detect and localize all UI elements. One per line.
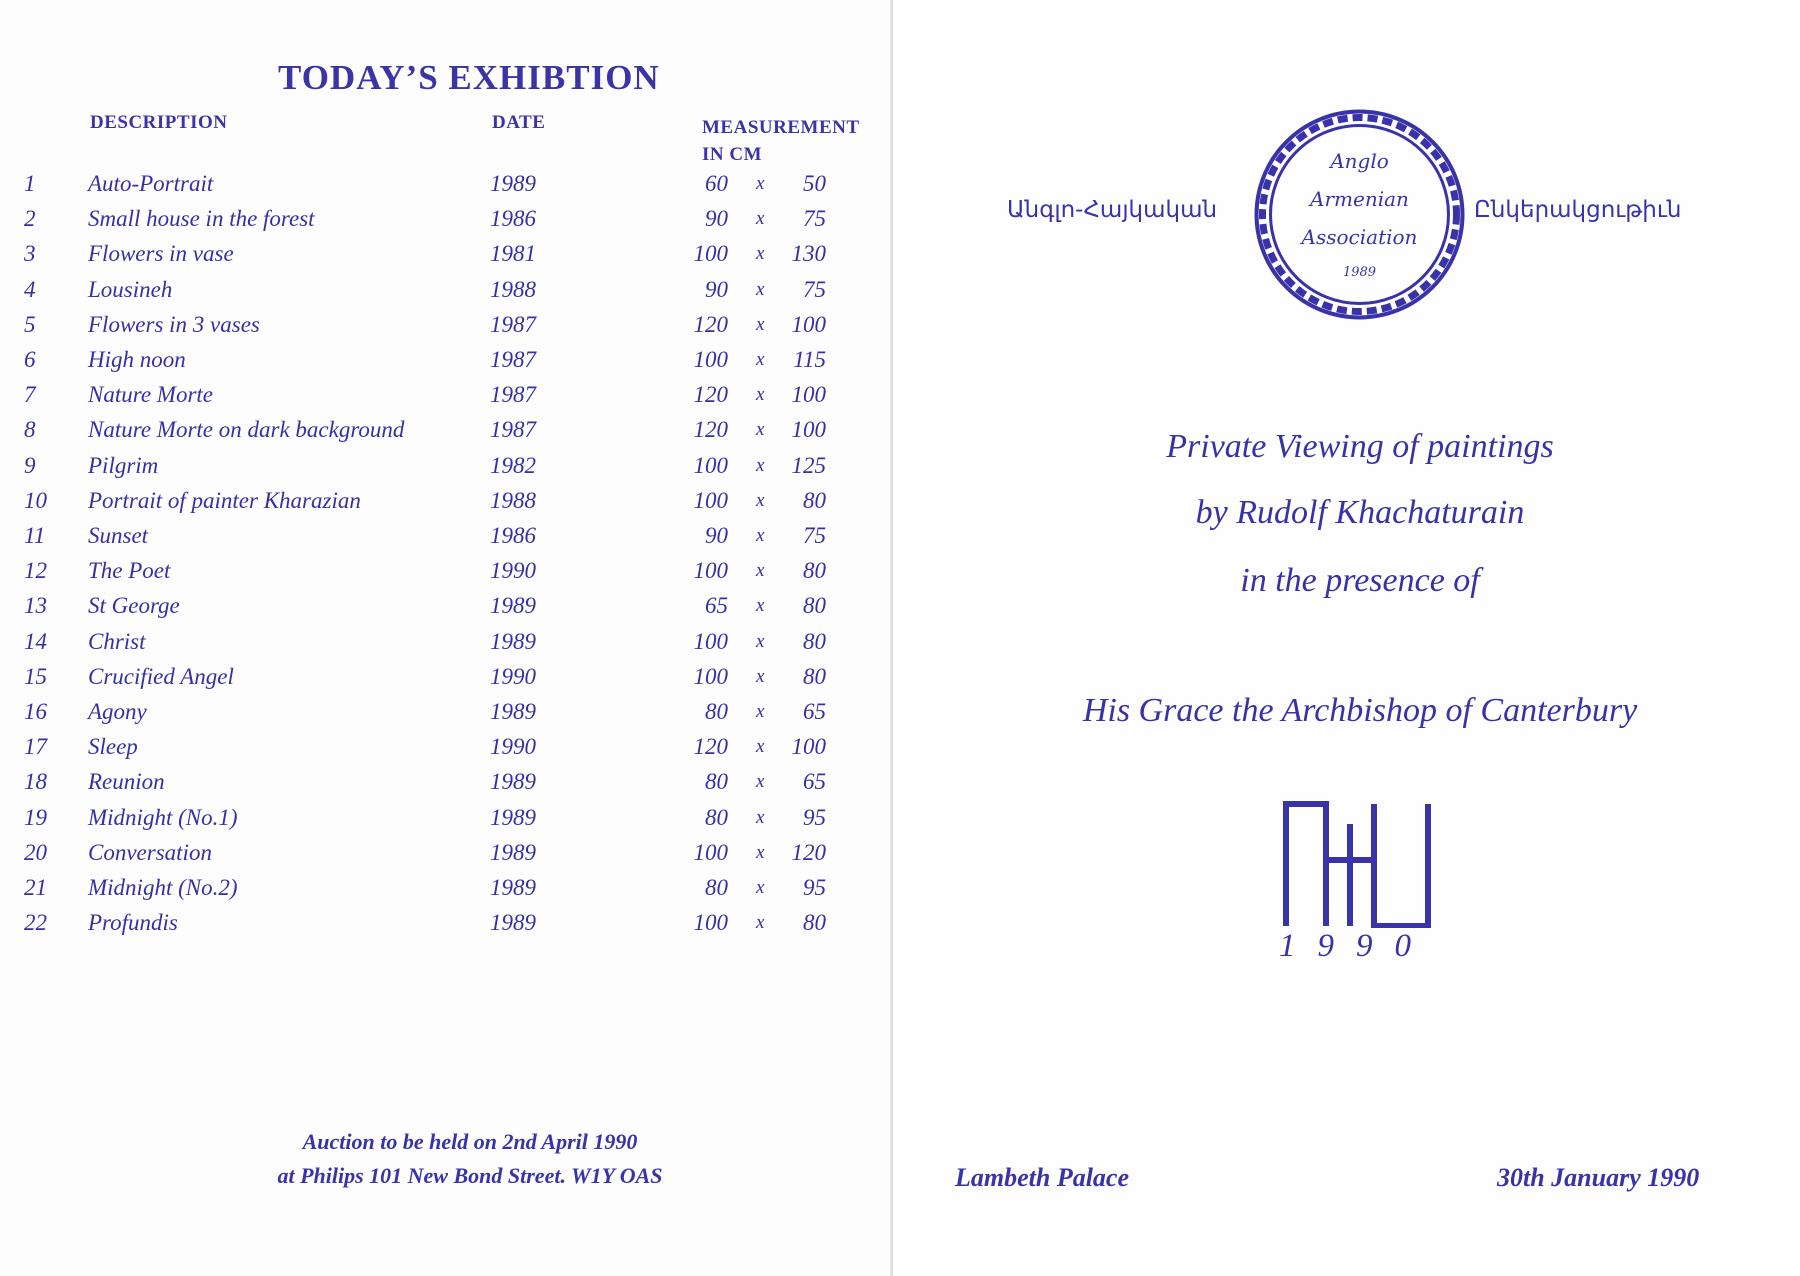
row-width: 100 bbox=[693, 452, 728, 478]
row-times: x bbox=[756, 912, 765, 934]
armenian-text-right: Ընկերակցութիւն bbox=[1474, 197, 1682, 223]
event-date: 30th January 1990 bbox=[1497, 1163, 1700, 1192]
table-row bbox=[0, 311, 893, 346]
row-description: St George bbox=[88, 593, 180, 619]
row-date: 1986 bbox=[490, 206, 536, 232]
row-times: x bbox=[756, 349, 765, 370]
row-width: 100 bbox=[693, 839, 728, 865]
row-date: 1989 bbox=[490, 910, 536, 936]
row-height: 65 bbox=[803, 769, 826, 795]
row-height: 75 bbox=[803, 523, 826, 548]
row-width: 80 bbox=[705, 875, 728, 900]
row-times: x bbox=[756, 419, 765, 441]
row-times: x bbox=[756, 841, 765, 863]
row-height: 75 bbox=[803, 206, 826, 232]
row-date: 1989 bbox=[490, 875, 536, 900]
row-times: x bbox=[756, 701, 765, 722]
column-header-description: DESCRIPTION bbox=[90, 112, 228, 133]
row-times: x bbox=[756, 173, 765, 194]
table-row bbox=[0, 557, 893, 592]
table-row bbox=[0, 240, 893, 275]
row-height: 80 bbox=[803, 593, 826, 619]
table-row bbox=[0, 874, 893, 909]
row-date: 1982 bbox=[490, 452, 536, 478]
row-description: Reunion bbox=[88, 769, 165, 795]
row-width: 90 bbox=[705, 523, 728, 548]
row-times: x bbox=[756, 560, 765, 582]
table-row bbox=[0, 628, 893, 663]
row-description: Auto-Portrait bbox=[88, 171, 214, 196]
row-date: 1987 bbox=[490, 347, 536, 372]
seal-line-1: Anglo bbox=[1330, 149, 1389, 173]
invite-line-2: by Rudolf Khachaturain bbox=[1195, 494, 1525, 531]
row-number: 22 bbox=[24, 910, 47, 936]
row-height: 115 bbox=[793, 347, 826, 372]
row-description: Crucified Angel bbox=[88, 663, 234, 689]
row-number: 5 bbox=[24, 311, 36, 337]
row-times: x bbox=[756, 243, 765, 265]
seal-line-3: Association bbox=[1301, 225, 1418, 249]
auction-note bbox=[220, 1125, 720, 1193]
row-date: 1990 bbox=[490, 663, 536, 689]
row-number: 7 bbox=[24, 382, 36, 408]
row-width: 80 bbox=[705, 769, 728, 795]
row-number: 2 bbox=[24, 206, 36, 232]
row-description: Profundis bbox=[88, 910, 178, 936]
row-width: 100 bbox=[693, 347, 728, 372]
row-times: x bbox=[756, 771, 765, 793]
left-page bbox=[0, 0, 893, 1276]
row-description: Portrait of painter Kharazian bbox=[88, 487, 361, 513]
table-row bbox=[0, 768, 893, 803]
row-width: 60 bbox=[705, 171, 728, 196]
row-height: 100 bbox=[791, 311, 826, 337]
row-width: 120 bbox=[693, 382, 728, 408]
row-number: 19 bbox=[24, 804, 47, 830]
invite-line-3: in the presence of bbox=[1240, 562, 1480, 599]
seal-text bbox=[1252, 107, 1467, 322]
column-header-date: DATE bbox=[492, 112, 546, 133]
row-date: 1987 bbox=[490, 382, 536, 408]
row-height: 80 bbox=[803, 663, 826, 689]
row-height: 80 bbox=[803, 558, 826, 584]
table-row bbox=[0, 592, 893, 627]
row-height: 100 bbox=[791, 417, 826, 443]
row-date: 1989 bbox=[490, 593, 536, 619]
row-number: 11 bbox=[24, 523, 46, 548]
row-date: 1989 bbox=[490, 628, 536, 654]
row-times: x bbox=[756, 736, 765, 758]
table-row bbox=[0, 346, 893, 381]
table-row bbox=[0, 487, 893, 522]
table-row bbox=[0, 839, 893, 874]
table-row bbox=[0, 522, 893, 557]
row-width: 100 bbox=[693, 487, 728, 513]
row-number: 16 bbox=[24, 699, 47, 724]
row-height: 95 bbox=[803, 875, 826, 900]
row-height: 95 bbox=[803, 804, 826, 830]
row-number: 15 bbox=[24, 663, 47, 689]
table-row bbox=[0, 698, 893, 733]
seal-year: 1989 bbox=[1342, 265, 1377, 280]
row-date: 1989 bbox=[490, 769, 536, 795]
table-row bbox=[0, 663, 893, 698]
row-description: Small house in the forest bbox=[88, 206, 315, 232]
row-number: 9 bbox=[24, 452, 36, 478]
armenian-text-left: Անգլո-Հայկական bbox=[1007, 197, 1218, 223]
table-row bbox=[0, 170, 893, 205]
table-row bbox=[0, 381, 893, 416]
column-header-measurement bbox=[702, 114, 860, 168]
row-times: x bbox=[756, 630, 765, 652]
logo-year: 1990 bbox=[1279, 928, 1433, 964]
exhibition-heading: TODAY’S EXHIBTION bbox=[278, 58, 660, 97]
row-height: 80 bbox=[803, 628, 826, 654]
row-number: 6 bbox=[24, 347, 36, 372]
table-row bbox=[0, 733, 893, 768]
measurement-unit: IN CM bbox=[702, 144, 763, 165]
row-height: 80 bbox=[803, 910, 826, 936]
row-date: 1987 bbox=[490, 417, 536, 443]
row-date: 1990 bbox=[490, 558, 536, 584]
row-description: Flowers in 3 vases bbox=[88, 311, 260, 337]
row-height: 80 bbox=[803, 487, 826, 513]
row-date: 1981 bbox=[490, 241, 536, 267]
row-width: 100 bbox=[693, 558, 728, 584]
row-description: Agony bbox=[88, 699, 147, 724]
row-number: 13 bbox=[24, 593, 47, 619]
measurement-label: MEASUREMENT bbox=[702, 117, 860, 138]
table-row bbox=[0, 452, 893, 487]
row-times: x bbox=[756, 525, 765, 546]
row-date: 1986 bbox=[490, 523, 536, 548]
invite-line-1: Private Viewing of paintings bbox=[1166, 428, 1554, 465]
table-row bbox=[0, 416, 893, 451]
row-date: 1988 bbox=[490, 487, 536, 513]
row-number: 4 bbox=[24, 276, 36, 302]
row-width: 80 bbox=[705, 699, 728, 724]
row-width: 100 bbox=[693, 241, 728, 267]
auction-line-1: Auction to be held on 2nd April 1990 bbox=[302, 1129, 638, 1154]
row-number: 21 bbox=[24, 875, 47, 900]
row-height: 100 bbox=[791, 382, 826, 408]
row-date: 1990 bbox=[490, 734, 536, 760]
row-description: Christ bbox=[88, 628, 146, 654]
row-number: 17 bbox=[24, 734, 47, 760]
row-description: Lousineh bbox=[88, 276, 173, 302]
row-times: x bbox=[756, 595, 765, 617]
row-width: 90 bbox=[705, 276, 728, 302]
row-date: 1987 bbox=[490, 311, 536, 337]
row-times: x bbox=[756, 665, 765, 687]
row-number: 20 bbox=[24, 839, 47, 865]
row-times: x bbox=[756, 278, 765, 300]
row-description: Pilgrim bbox=[88, 452, 159, 478]
row-date: 1988 bbox=[490, 276, 536, 302]
row-description: Nature Morte bbox=[88, 382, 213, 408]
row-description: Sunset bbox=[88, 523, 149, 548]
row-height: 120 bbox=[791, 839, 826, 865]
row-width: 65 bbox=[705, 593, 728, 619]
invite-line-4: His Grace the Archbishop of Canterbury bbox=[1082, 692, 1638, 729]
row-date: 1989 bbox=[490, 839, 536, 865]
row-times: x bbox=[756, 384, 765, 406]
monogram-logo-icon bbox=[1278, 798, 1438, 928]
row-height: 100 bbox=[791, 734, 826, 760]
row-times: x bbox=[756, 877, 765, 898]
row-number: 8 bbox=[24, 417, 36, 443]
row-number: 3 bbox=[24, 241, 36, 267]
row-description: Conversation bbox=[88, 839, 212, 865]
row-description: Flowers in vase bbox=[88, 241, 234, 267]
row-description: Nature Morte on dark background bbox=[88, 417, 405, 443]
row-number: 12 bbox=[24, 558, 47, 584]
row-width: 120 bbox=[693, 311, 728, 337]
table-row bbox=[0, 205, 893, 240]
row-times: x bbox=[756, 454, 765, 476]
row-date: 1989 bbox=[490, 699, 536, 724]
table-row bbox=[0, 276, 893, 311]
row-description: The Poet bbox=[88, 558, 171, 584]
row-number: 18 bbox=[24, 769, 47, 795]
row-height: 75 bbox=[803, 276, 826, 302]
row-number: 10 bbox=[24, 487, 47, 513]
event-place: Lambeth Palace bbox=[955, 1163, 1130, 1192]
row-width: 100 bbox=[693, 628, 728, 654]
row-height: 50 bbox=[803, 171, 826, 196]
row-times: x bbox=[756, 208, 765, 230]
row-description: High noon bbox=[88, 347, 186, 372]
row-width: 90 bbox=[705, 206, 728, 232]
row-date: 1989 bbox=[490, 171, 536, 196]
row-times: x bbox=[756, 489, 765, 511]
row-date: 1989 bbox=[490, 804, 536, 830]
seal-line-2: Armenian bbox=[1310, 187, 1409, 211]
row-width: 100 bbox=[693, 910, 728, 936]
table-row bbox=[0, 909, 893, 944]
auction-line-2: at Philips 101 New Bond Street. W1Y OAS bbox=[277, 1163, 663, 1188]
row-height: 130 bbox=[791, 241, 826, 267]
row-width: 120 bbox=[693, 734, 728, 760]
row-description: Sleep bbox=[88, 734, 138, 760]
row-description: Midnight (No.1) bbox=[88, 804, 238, 830]
row-number: 14 bbox=[24, 628, 47, 654]
row-width: 120 bbox=[693, 417, 728, 443]
row-width: 100 bbox=[693, 663, 728, 689]
row-width: 80 bbox=[705, 804, 728, 830]
row-times: x bbox=[756, 806, 765, 828]
row-description: Midnight (No.2) bbox=[88, 875, 238, 900]
row-height: 65 bbox=[803, 699, 826, 724]
row-height: 125 bbox=[791, 452, 826, 478]
row-times: x bbox=[756, 313, 765, 335]
row-number: 1 bbox=[24, 171, 36, 196]
table-row bbox=[0, 804, 893, 839]
